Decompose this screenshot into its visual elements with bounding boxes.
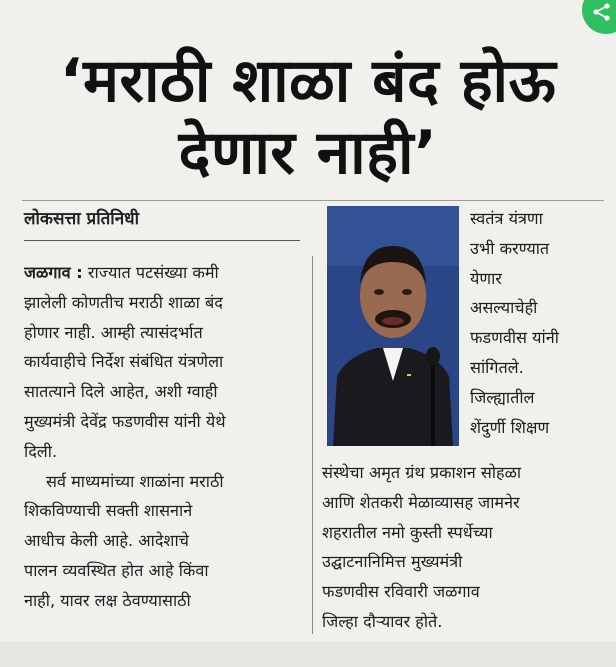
article-text: राज्यात पटसंख्या कमी <box>82 263 219 282</box>
byline: लोकसत्ता प्रतिनिधी <box>24 209 140 229</box>
article-line: शेंदुर्णी शिक्षण <box>470 417 550 437</box>
article-column-1 <box>24 258 300 616</box>
share-icon <box>592 2 612 22</box>
article-line: नाही, यावर लक्ष ठेवण्यासाठी <box>24 590 191 610</box>
column-divider <box>312 256 313 634</box>
dateline-place: जळगाव : <box>24 263 83 282</box>
article-line: स्वतंत्र यंत्रणा <box>470 209 543 228</box>
article-line: होणार नाही. आम्ही त्यासंदर्भात <box>24 322 203 342</box>
headline-line-1: ‘मराठी शाळा बंद होऊ <box>59 46 557 116</box>
article-line: असल्याचेही <box>470 298 538 318</box>
article-column-3 <box>322 458 606 637</box>
person-photo <box>327 206 459 446</box>
article-line: फडणवीस यांनी <box>470 328 559 348</box>
article-line: उद्घाटनानिमित्त मुख्यमंत्री <box>322 552 463 572</box>
article-line: जिल्ह्यातील <box>470 387 535 407</box>
person-photo-illustration <box>327 206 459 446</box>
article-column-2 <box>470 204 610 442</box>
article-line: शहरातील नमो कुस्ती स्पर्धेच्या <box>322 522 493 542</box>
article-line: सातत्याने दिले आहेत, अशी ग्वाही <box>24 382 218 402</box>
share-badge[interactable] <box>582 0 616 34</box>
article-line: आणि शेतकरी मेळाव्यासह जामनेर <box>322 492 520 512</box>
article-line: कार्यवाहीचे निर्देश संबंधित यंत्रणेला <box>24 352 224 372</box>
byline-rule <box>24 240 300 241</box>
headline-line-2: देणार नाही’ <box>178 118 438 188</box>
article-line: मुख्यमंत्री देवेंद्र फडणवीस यांनी येथे <box>24 411 226 431</box>
article-line: दिली. <box>24 441 58 461</box>
article-line: सांगितले. <box>470 357 524 377</box>
article-line: फडणवीस रविवारी जळगाव <box>322 582 480 602</box>
divider <box>22 200 604 201</box>
page-bottom <box>0 642 616 667</box>
article-line: आधीच केली आहे. आदेशाचे <box>24 531 189 551</box>
article-line: संस्थेचा अमृत ग्रंथ प्रकाशन सोहळा <box>322 463 522 482</box>
article-line: उभी करण्यात <box>470 238 550 258</box>
article-line: शिकविण्याची सक्ती शासनाने <box>24 501 193 521</box>
article-line: झालेली कोणतीच मराठी शाळा बंद <box>24 292 223 312</box>
article-line: येणार <box>470 268 502 288</box>
article-line: पालन व्यवस्थित होत आहे किंवा <box>24 560 209 580</box>
article-line <box>24 258 300 288</box>
article-line: सर्व माध्यमांच्या शाळांना मराठी <box>46 471 224 491</box>
article-line: जिल्हा दौऱ्यावर होते. <box>322 611 443 631</box>
